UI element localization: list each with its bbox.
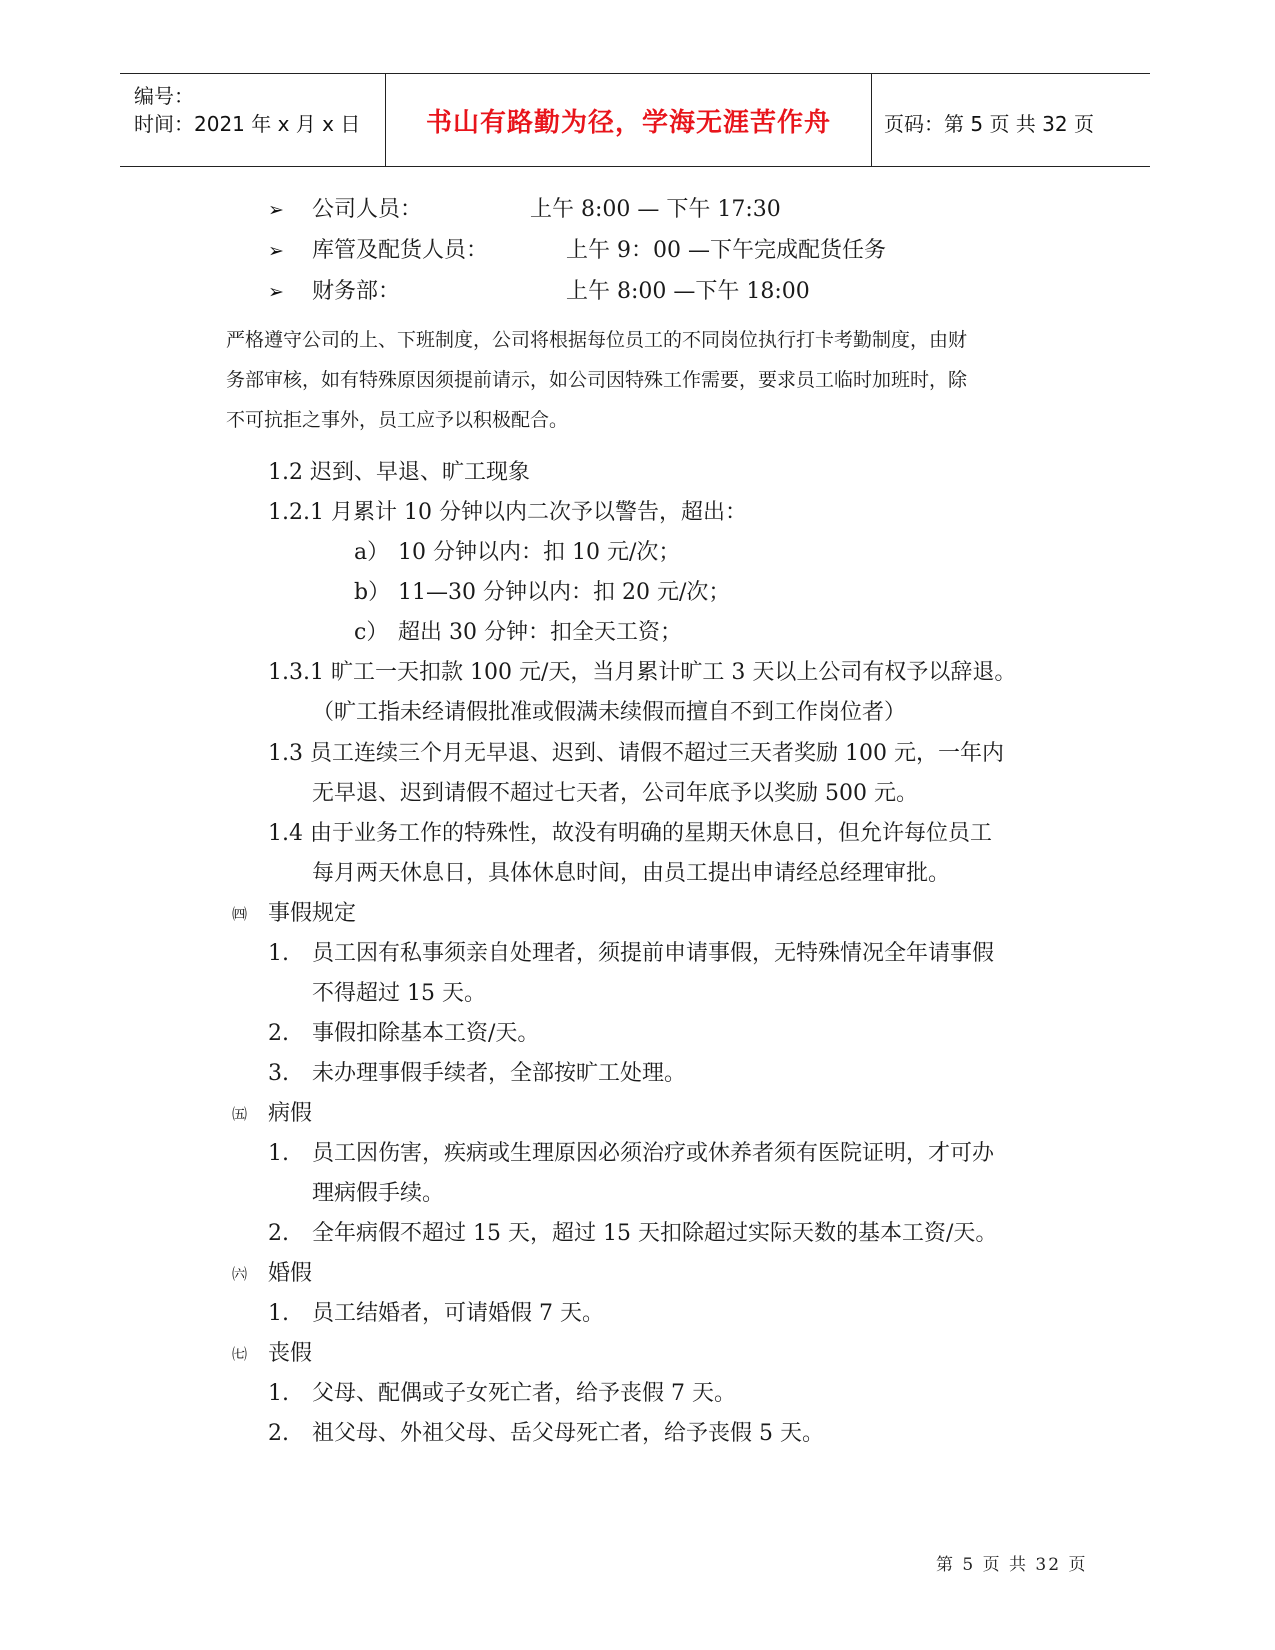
- list-item-line: 事假扣除基本工资/天。: [312, 1021, 540, 1046]
- document-number-label: 编号：: [134, 84, 194, 108]
- list-item-line: 理病假手续。: [312, 1181, 445, 1206]
- schedule-role: 库管及配货人员：: [312, 238, 489, 263]
- schedule-role: 公司人员：: [312, 197, 423, 222]
- list-item-line: 员工结婚者，可请婚假 7 天。: [312, 1301, 604, 1326]
- header-table: [120, 73, 1150, 167]
- bullet-arrow-icon: ➢: [268, 281, 284, 303]
- section-title: 事假规定: [268, 901, 357, 926]
- paragraph-line: 务部审核，如有特殊原因须提前请示，如公司因特殊工作需要，要求员工临时加班时，除: [226, 369, 968, 391]
- list-number: 2.: [268, 1221, 289, 1246]
- list-item-line: 员工因伤害，疾病或生理原因必须治疗或休养者须有医院证明，才可办: [312, 1141, 995, 1166]
- clause-1-2-1: 1.2.1 月累计 10 分钟以内二次予以警告，超出：: [268, 500, 747, 525]
- list-item-line: 员工因有私事须亲自处理者，须提前申请事假，无特殊情况全年请事假: [312, 941, 995, 966]
- section-1-3-line: 1.3 员工连续三个月无早退、迟到、请假不超过三天者奖励 100 元，一年内: [268, 741, 1004, 766]
- page-indicator: 页码：第 5 页 共 32 页: [884, 112, 1094, 136]
- header-left-cell: [120, 74, 386, 166]
- schedule-role: 财务部：: [312, 279, 401, 304]
- list-number: 3.: [268, 1061, 289, 1086]
- list-item-line: 未办理事假手续者，全部按旷工处理。: [312, 1061, 687, 1086]
- clause-1-3-1: 1.3.1 旷工一天扣款 100 元/天，当月累计旷工 3 天以上公司有权予以辞退。: [268, 660, 1017, 685]
- list-number: 1.: [268, 941, 289, 966]
- section-mark: ㈣: [232, 905, 248, 923]
- item-mark: c）: [354, 620, 389, 645]
- list-number: 1.: [268, 1381, 289, 1406]
- section-mark: ㈥: [232, 1265, 248, 1283]
- section-mark: ㈤: [232, 1105, 248, 1123]
- section-title: 婚假: [268, 1261, 313, 1286]
- schedule-time: 上午 8:00 —下午 18:00: [566, 279, 810, 304]
- list-item-line: 祖父母、外祖父母、岳父母死亡者，给予丧假 5 天。: [312, 1421, 824, 1446]
- list-number: 2.: [268, 1421, 289, 1446]
- paragraph-line: 严格遵守公司的上、下班制度，公司将根据每位员工的不同岗位执行打卡考勤制度，由财: [226, 329, 968, 351]
- list-item-line: 不得超过 15 天。: [312, 981, 486, 1006]
- item-text: 超出 30 分钟：扣全天工资；: [398, 620, 682, 645]
- list-number: 1.: [268, 1141, 289, 1166]
- header-right-cell: [872, 74, 1150, 166]
- item-text: 11—30 分钟以内：扣 20 元/次；: [398, 580, 731, 605]
- header-center-cell: [386, 74, 872, 166]
- section-1-4-line: 每月两天休息日，具体休息时间，由员工提出申请经总经理审批。: [312, 861, 951, 886]
- section-title: 丧假: [268, 1341, 313, 1366]
- item-mark: b）: [354, 580, 391, 605]
- item-mark: a）: [354, 540, 390, 565]
- bullet-arrow-icon: ➢: [268, 240, 284, 262]
- schedule-time: 上午 9：00 —下午完成配货任务: [566, 238, 886, 263]
- section-1-4-line: 1.4 由于业务工作的特殊性，故没有明确的星期天休息日，但允许每位员工: [268, 821, 992, 846]
- section-1-2-title: 1.2 迟到、早退、旷工现象: [268, 460, 530, 485]
- list-number: 2.: [268, 1021, 289, 1046]
- bullet-arrow-icon: ➢: [268, 199, 284, 221]
- section-1-3-line: 无早退、迟到请假不超过七天者，公司年底予以奖励 500 元。: [312, 781, 918, 806]
- clause-1-3-1-note: （旷工指未经请假批准或假满未续假而擅自不到工作岗位者）: [312, 700, 907, 725]
- item-text: 10 分钟以内：扣 10 元/次；: [398, 540, 681, 565]
- page-footer: 第 5 页 共 32 页: [936, 1555, 1088, 1575]
- paragraph-line: 不可抗拒之事外，员工应予以积极配合。: [226, 409, 569, 431]
- section-title: 病假: [268, 1101, 313, 1126]
- list-item-line: 父母、配偶或子女死亡者，给予丧假 7 天。: [312, 1381, 736, 1406]
- section-mark: ㈦: [232, 1345, 248, 1363]
- motto: 书山有路勤为径，学海无涯苦作舟: [425, 108, 831, 138]
- list-item-line: 全年病假不超过 15 天，超过 15 天扣除超过实际天数的基本工资/天。: [312, 1221, 998, 1246]
- list-number: 1.: [268, 1301, 289, 1326]
- document-date: 时间：2021 年 x 月 x 日: [134, 112, 361, 136]
- schedule-time: 上午 8:00 — 下午 17:30: [530, 197, 781, 222]
